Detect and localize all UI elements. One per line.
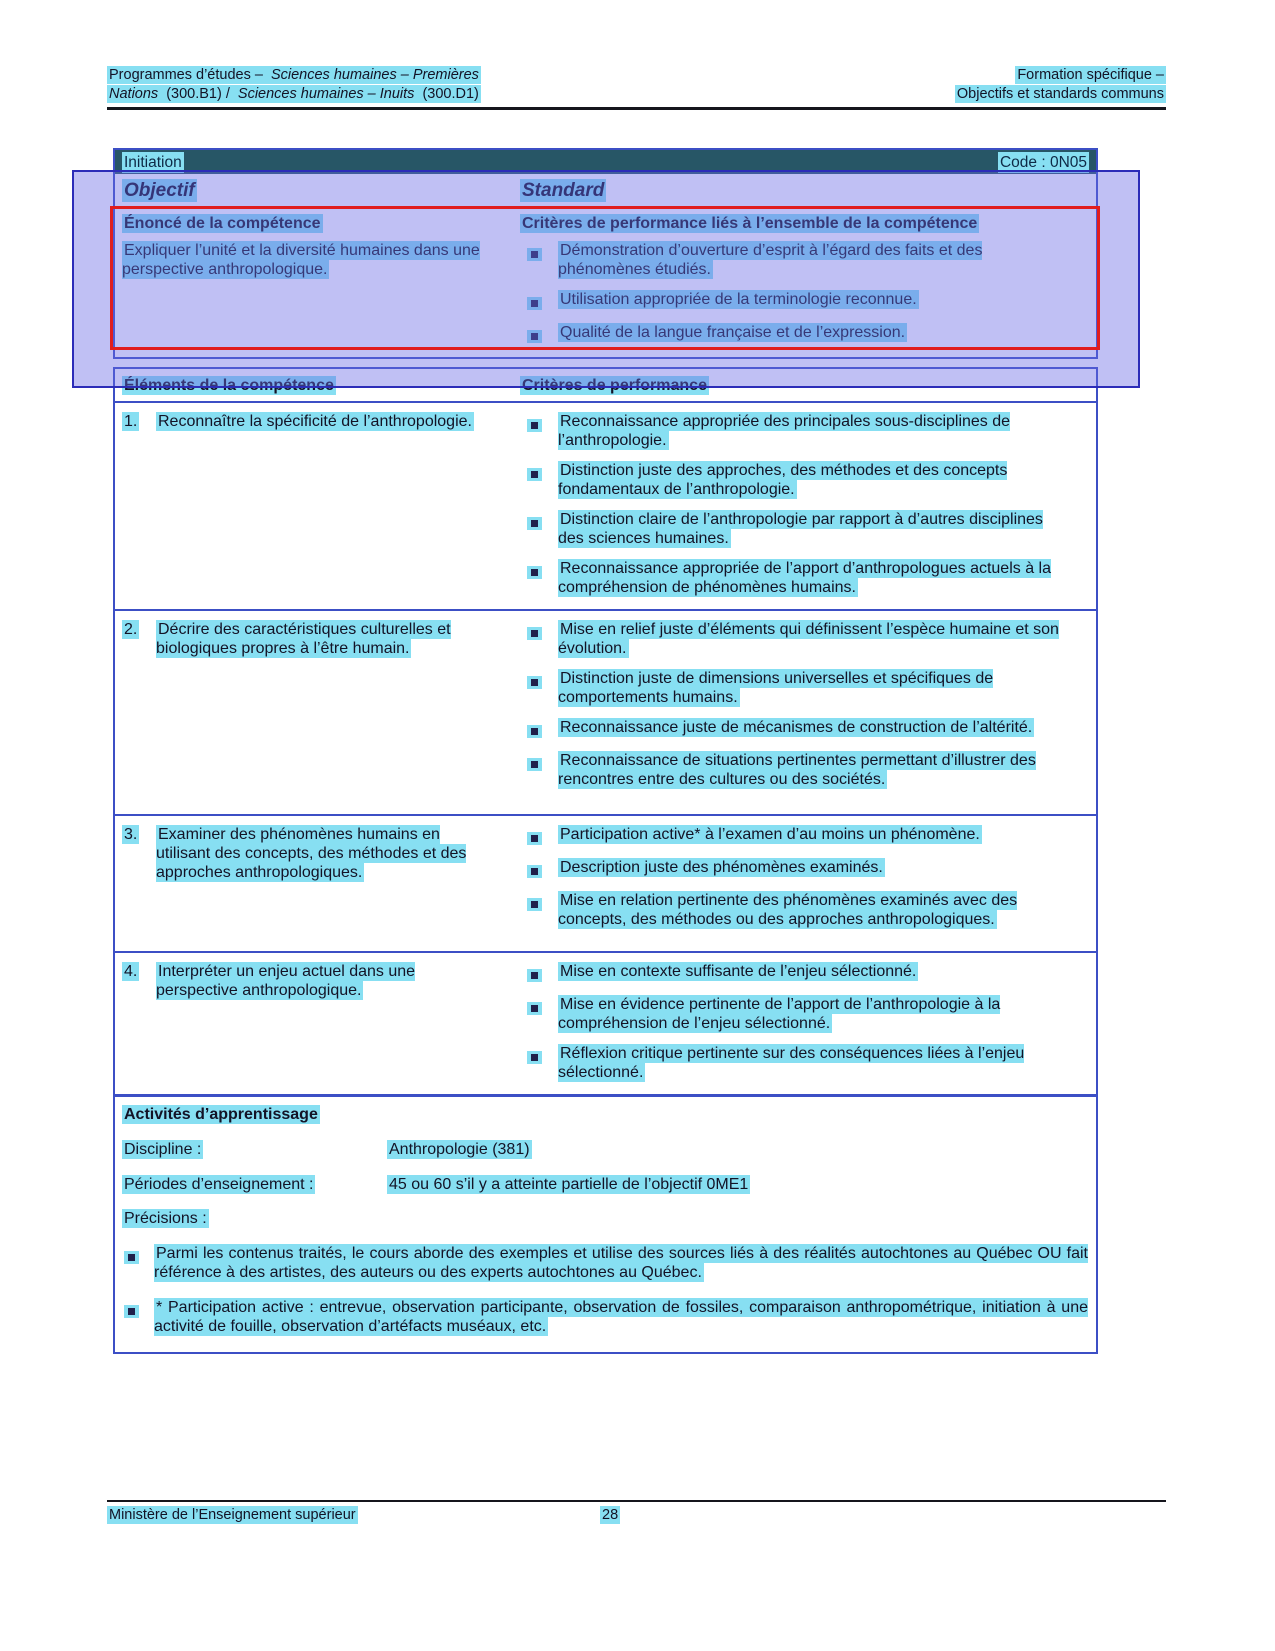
header-right-line2 — [955, 85, 1166, 104]
element-row-1 — [115, 403, 1096, 611]
criteres-ensemble-header-label: Critères de performance liés à l’ensemble de la compétence — [522, 215, 978, 232]
element-text: Reconnaître la spécificité de l’anthropologie. — [158, 413, 472, 430]
critere-item — [520, 620, 1088, 658]
critere-text: Mise en relation pertinente des phénomènes examinés avec des concepts, des méthodes ou des approches anthropologiques. — [558, 892, 1018, 928]
criteres-header-cell — [520, 376, 1096, 396]
objectif-standard-header-row — [115, 174, 1096, 210]
header-program-prefix: Programmes d’études – — [109, 67, 267, 83]
bullet-icon — [527, 330, 542, 343]
periodes-value: 45 ou 60 s’il y a atteinte partielle de l’objectif 0ME1 — [389, 1176, 749, 1193]
standard-label: Standard — [522, 180, 605, 201]
header-program-name-3: Sciences humaines – Inuits — [237, 86, 415, 102]
critere-item — [520, 241, 1088, 279]
critere-item — [520, 1044, 1088, 1082]
elements-header-cell — [115, 376, 520, 396]
standard-column-header — [520, 181, 1096, 207]
enonce-text: Expliquer l’unité et la diversité humaines dans une perspective anthropologique. — [122, 242, 480, 278]
header-program-name-2: Nations — [109, 86, 159, 102]
bullet-icon — [527, 832, 542, 845]
criteres-ensemble-cell — [520, 241, 1096, 345]
competency-table — [113, 148, 1098, 1096]
element-row-2 — [115, 611, 1096, 816]
critere-text: Qualité de la langue française et de l’expression. — [560, 324, 906, 341]
activites-title: Activités d’apprentissage — [124, 1106, 318, 1123]
enonce-body-row — [115, 238, 1096, 357]
periodes-row — [122, 1175, 1088, 1194]
bullet-icon — [527, 1051, 542, 1064]
discipline-label: Discipline : — [124, 1141, 202, 1158]
critere-text: Distinction juste de dimensions universelles et spécifiques de comportements humains. — [558, 670, 994, 706]
objectif-standard-section — [113, 148, 1098, 359]
critere-item — [520, 962, 1088, 984]
bullet-icon — [527, 865, 542, 878]
critere-text: Réflexion critique pertinente sur des conséquences liées à l’enjeu sélectionné. — [558, 1045, 1025, 1081]
activites-section — [113, 1095, 1098, 1354]
discipline-value: Anthropologie (381) — [389, 1141, 530, 1158]
critere-item — [520, 751, 1088, 789]
elements-header-row — [115, 369, 1096, 403]
critere-text: Utilisation appropriée de la terminologie reconnue. — [560, 291, 917, 308]
critere-text: Description juste des phénomènes examinés. — [560, 859, 883, 876]
precisions-row — [122, 1209, 1088, 1228]
element-number: 4. — [124, 963, 138, 980]
precisions-label: Précisions : — [124, 1210, 207, 1227]
note-item — [122, 1244, 1088, 1282]
header-left-line1 — [107, 66, 481, 85]
critere-text: Mise en relief juste d’éléments qui définissent l’espèce humaine et son évolution. — [558, 621, 1059, 657]
footer-page-number: 28 — [602, 1507, 619, 1523]
element-row-3 — [115, 816, 1096, 953]
bullet-icon — [527, 627, 542, 640]
bullet-icon — [527, 468, 542, 481]
objectif-label: Objectif — [124, 180, 195, 201]
header-right-line1 — [955, 66, 1166, 85]
header-formation-label: Formation spécifique – — [1017, 67, 1164, 83]
critere-text: Reconnaissance juste de mécanismes de construction de l’altérité. — [560, 719, 1033, 736]
header-program-code-2: (300.D1) — [418, 86, 479, 102]
header-program-code-1: (300.B1) / — [162, 86, 234, 102]
critere-item — [520, 290, 1088, 312]
footer-rule — [107, 1500, 1166, 1502]
header-left — [107, 66, 481, 104]
critere-item — [520, 891, 1088, 929]
footer-ministry: Ministère de l’Enseignement supérieur — [109, 1507, 356, 1523]
bullet-icon — [527, 898, 542, 911]
element-text: Décrire des caractéristiques culturelles et biologiques propres à l’être humain. — [156, 621, 451, 657]
critere-text: Participation active* à l’examen d’au moins un phénomène. — [560, 826, 980, 843]
element-number: 2. — [124, 621, 138, 638]
criteres-header-label: Critères de performance — [522, 377, 707, 394]
bullet-icon — [527, 758, 542, 771]
critere-text: Mise en contexte suffisante de l’enjeu sélectionné. — [560, 963, 917, 980]
periodes-label: Périodes d’enseignement : — [124, 1176, 314, 1193]
header-rule — [107, 107, 1166, 110]
header-program-name-1: Sciences humaines – Premières — [270, 67, 479, 83]
bullet-icon — [124, 1251, 139, 1264]
critere-text: Démonstration d’ouverture d’esprit à l’égard des faits et des phénomènes étudiés. — [558, 242, 983, 278]
critere-item — [520, 858, 1088, 880]
element-text: Examiner des phénomènes humains en utilisant des concepts, des méthodes et des approches anthropologiques. — [156, 826, 467, 881]
elements-header-label: Éléments de la compétence — [124, 377, 334, 394]
bullet-icon — [527, 676, 542, 689]
enonce-header-cell — [115, 214, 520, 236]
note-item — [122, 1298, 1088, 1336]
criteres-ensemble-header-cell — [520, 214, 1096, 236]
bullet-icon — [527, 969, 542, 982]
discipline-row — [122, 1140, 1088, 1159]
header-left-line2 — [107, 85, 481, 104]
enonce-cell — [115, 241, 520, 345]
element-number: 1. — [124, 413, 138, 430]
objectif-column-header — [115, 181, 520, 207]
enonce-header-row — [115, 210, 1096, 238]
course-title: Initiation — [124, 153, 182, 171]
critere-item — [520, 510, 1088, 548]
element-text: Interpréter un enjeu actuel dans une perspective anthropologique. — [156, 963, 416, 999]
course-code: Code : 0N05 — [999, 153, 1087, 171]
note-text: Parmi les contenus traités, le cours aborde des exemples et utilise des sources liés à des réalités autochtones au Québec OU fait référence à des artistes, des auteurs ou des experts autochtones au Québec. — [154, 1245, 1088, 1281]
bullet-icon — [527, 1002, 542, 1015]
bullet-icon — [527, 248, 542, 261]
bullet-icon — [527, 297, 542, 310]
bullet-icon — [527, 517, 542, 530]
enonce-header-label: Énoncé de la compétence — [124, 215, 321, 232]
critere-item — [520, 995, 1088, 1033]
course-title-bar — [115, 150, 1096, 174]
enonce-text-wrap — [122, 241, 480, 279]
note-text: * Participation active : entrevue, observation participante, observation de fossiles, comparaison anthropométrique, initiation à une activité de fouille, observation d’artéfacts muséaux, etc. — [154, 1299, 1088, 1335]
critere-item — [520, 825, 1088, 847]
critere-text: Reconnaissance de situations pertinentes permettant d’illustrer des rencontres entre des cultures ou des sociétés. — [558, 752, 1036, 788]
activites-title-row — [122, 1105, 1088, 1124]
critere-item — [520, 323, 1088, 345]
critere-text: Distinction claire de l’anthropologie par rapport à d’autres disciplines des sciences humaines. — [558, 511, 1043, 547]
bullet-icon — [527, 725, 542, 738]
critere-item — [520, 669, 1088, 707]
critere-item — [520, 559, 1088, 597]
elements-section — [113, 367, 1098, 1096]
header-objectifs-label: Objectifs et standards communs — [956, 86, 1164, 102]
critere-item — [520, 461, 1088, 499]
critere-item — [520, 412, 1088, 450]
element-row-4 — [115, 953, 1096, 1094]
header-right — [955, 66, 1166, 104]
bullet-icon — [527, 419, 542, 432]
bullet-icon — [527, 566, 542, 579]
critere-text: Mise en évidence pertinente de l’apport de l’anthropologie à la compréhension de l’enjeu sélectionné. — [558, 996, 1001, 1032]
critere-text: Reconnaissance appropriée de l’apport d’anthropologues actuels à la compréhension de phénomènes humains. — [558, 560, 1051, 596]
element-number: 3. — [124, 826, 138, 843]
critere-text: Reconnaissance appropriée des principales sous-disciplines de l’anthropologie. — [558, 413, 1011, 449]
critere-text: Distinction juste des approches, des méthodes et des concepts fondamentaux de l’anthropologie. — [558, 462, 1008, 498]
critere-item — [520, 718, 1088, 740]
bullet-icon — [124, 1305, 139, 1318]
